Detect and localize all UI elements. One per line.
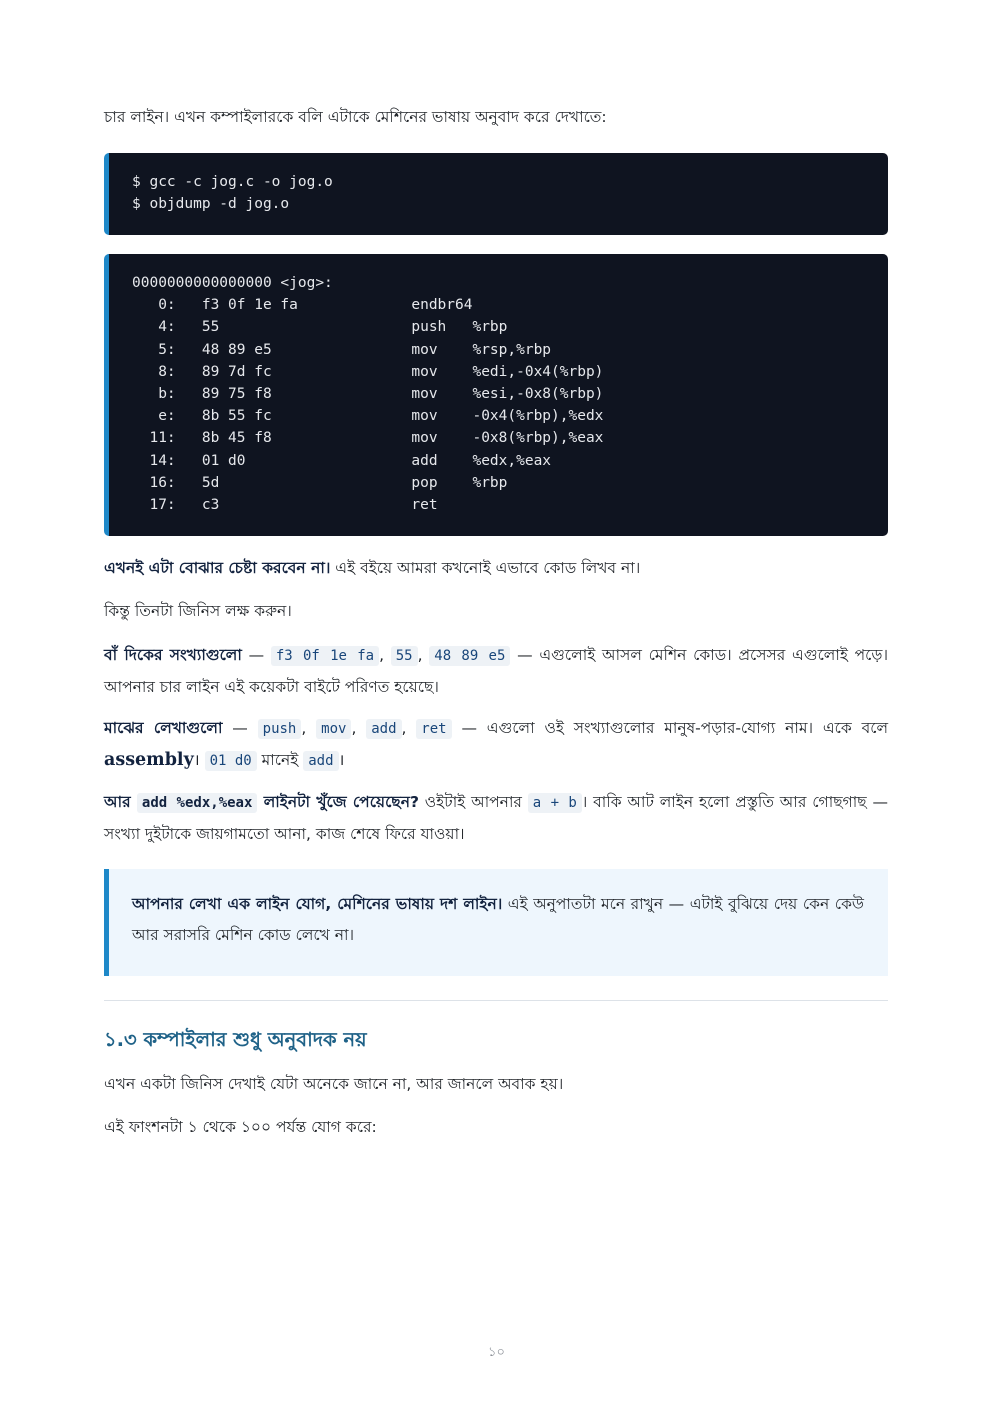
disasm-operands: %rbp [472, 474, 508, 491]
disasm-bytes: c3 [201, 497, 412, 514]
inline-code: 01 d0 [205, 751, 257, 771]
disasm-mnemonic: pop [411, 474, 473, 491]
disasm-mnemonic: mov [411, 341, 473, 358]
add-line-text: ওইটাই আপনার [418, 793, 528, 811]
inline-code: add [303, 751, 338, 771]
separator: , [401, 719, 417, 737]
section-divider [104, 1000, 888, 1001]
disasm-address: 17: [132, 497, 202, 514]
inline-code: push [258, 719, 302, 739]
notice-paragraph: কিন্তু তিনটা জিনিস লক্ষ করুন। [104, 602, 292, 620]
assembly-term: assembly [104, 750, 194, 770]
disasm-bytes: 01 d0 [201, 452, 412, 469]
disasm-mnemonic: mov [411, 430, 473, 447]
disasm-address: 11: [132, 430, 202, 447]
disasm-mnemonic: endbr64 [411, 297, 473, 314]
warning-paragraph [104, 553, 888, 584]
numbers-text: — এগুলোই আসল মেশিন কোড। প্রসেসর এগুলোই পড়ে। আপনার চার লাইন এই কয়েকটা বাইটে পরিণত হয়েছে। [104, 646, 889, 696]
disasm-address: 16: [132, 474, 202, 491]
disasm-bytes: f3 0f 1e fa [201, 297, 412, 314]
disasm-operands: %esi,-0x8(%rbp) [472, 386, 604, 403]
disasm-operands: %edi,-0x4(%rbp) [472, 363, 604, 380]
function-intro-paragraph: এই ফাংশনটা ১ থেকে ১০০ পর্যন্ত যোগ করে: [104, 1118, 377, 1136]
disasm-row [132, 364, 603, 380]
callout-text: এই অনুপাতটা মনে রাখুন — এটাই বুঝিয়ে দেয় কেন কেউ আর সরাসরি মেশিন কোড লেখে না। [132, 895, 864, 944]
disasm-header: 0000000000000000 <jog>: [132, 275, 333, 291]
disasm-bytes: 5d [201, 474, 412, 491]
disasm-address: 14: [132, 452, 202, 469]
intro-paragraph: চার লাইন। এখন কম্পাইলারকে বলি এটাকে মেশিনের ভাষায় অনুবাদ করে দেখাতে: [104, 108, 607, 126]
dash: — [241, 646, 271, 664]
callout-box [104, 869, 888, 976]
page-number: ১০ [488, 1345, 505, 1360]
disasm-mnemonic: ret [411, 497, 438, 514]
add-line-paragraph [104, 787, 888, 850]
inline-code-bold: add %edx,%eax [137, 793, 257, 813]
code-line: $ objdump -d jog.o [132, 196, 290, 213]
disasm-bytes: 8b 45 f8 [201, 430, 412, 447]
inline-code: 48 89 e5 [429, 646, 510, 666]
command-code-block [104, 153, 888, 235]
disasm-bytes: 55 [201, 319, 412, 336]
mnemonics-paragraph [104, 713, 888, 777]
inline-code: add [366, 719, 401, 739]
mnemonics-text: । [338, 751, 345, 769]
add-line-text: । বাকি আট লাইন হলো প্রস্তুতি আর গোছগাছ — সংখ্যা দুইটাকে জায়গামতো আনা, কাজ শেষে ফিরে যাওয়া। [104, 793, 888, 843]
disasm-row [132, 408, 603, 424]
add-line-bold: আর [104, 793, 137, 811]
disasm-row [132, 319, 507, 335]
surprise-paragraph: এখন একটা জিনিস দেখাই যেটা অনেকে জানে না, আর জানলে অবাক হয়। [104, 1075, 564, 1093]
inline-code: ret [416, 719, 451, 739]
disasm-bytes: 89 75 f8 [201, 386, 412, 403]
inline-code: mov [316, 719, 351, 739]
mnemonics-text: । [193, 751, 205, 769]
disasm-operands: -0x4(%rbp),%edx [472, 408, 604, 425]
disasm-mnemonic: mov [411, 408, 473, 425]
mnemonics-text: — এগুলো ওই সংখ্যাগুলোর মানুষ-পড়ার-যোগ্য নাম। একে বলে [451, 719, 889, 737]
disasm-mnemonic: mov [411, 386, 473, 403]
numbers-paragraph [104, 640, 888, 703]
add-line-bold: লাইনটা খুঁজে পেয়েছেন? [257, 793, 419, 811]
disasm-row [132, 475, 507, 491]
callout-bold: আপনার লেখা এক লাইন যোগ, মেশিনের ভাষায় দশ লাইন। [132, 895, 503, 913]
disasm-operands: %rsp,%rbp [472, 341, 552, 358]
inline-code: 55 [391, 646, 418, 666]
inline-code: a + b [528, 793, 582, 813]
mnemonics-text: মানেই [256, 751, 304, 769]
warning-bold: এখনই এটা বোঝার চেষ্টা করবেন না। [104, 559, 331, 577]
mnemonics-bold: মাঝের লেখাগুলো [104, 719, 223, 737]
disasm-address: 5: [132, 341, 202, 358]
code-line: $ gcc -c jog.c -o jog.o [132, 174, 333, 190]
disasm-row [132, 453, 551, 469]
disasm-bytes: 8b 55 fc [201, 408, 412, 425]
numbers-bold: বাঁ দিকের সংখ্যাগুলো [104, 646, 242, 664]
inline-code: f3 0f 1e fa [271, 646, 379, 666]
disasm-bytes: 89 7d fc [201, 363, 412, 380]
disasm-operands: %rbp [472, 319, 508, 336]
separator: , [379, 646, 391, 664]
dash: — [222, 719, 258, 737]
disasm-operands: %edx,%eax [472, 452, 552, 469]
separator: , [417, 646, 430, 664]
disasm-row [132, 386, 603, 402]
disasm-mnemonic: add [411, 452, 473, 469]
callout-paragraph [132, 889, 864, 951]
separator: , [301, 719, 317, 737]
disasm-row [132, 297, 472, 313]
disasm-mnemonic: push [411, 319, 473, 336]
disasm-address: b: [132, 386, 202, 403]
disasm-address: 0: [132, 297, 202, 314]
separator: , [351, 719, 367, 737]
disasm-row [132, 497, 438, 513]
disasm-mnemonic: mov [411, 363, 473, 380]
disasm-row [132, 342, 551, 358]
disasm-address: 4: [132, 319, 202, 336]
disasm-row [132, 430, 603, 446]
disasm-bytes: 48 89 e5 [201, 341, 412, 358]
disasm-operands: -0x8(%rbp),%eax [472, 430, 604, 447]
disasm-address: e: [132, 408, 202, 425]
disassembly-code-block [104, 254, 888, 536]
warning-text: এই বইয়ে আমরা কখনোই এভাবে কোড লিখব না। [330, 559, 641, 577]
section-heading: ১.৩ কম্পাইলার শুধু অনুবাদক নয় [104, 1028, 367, 1051]
disasm-address: 8: [132, 363, 202, 380]
